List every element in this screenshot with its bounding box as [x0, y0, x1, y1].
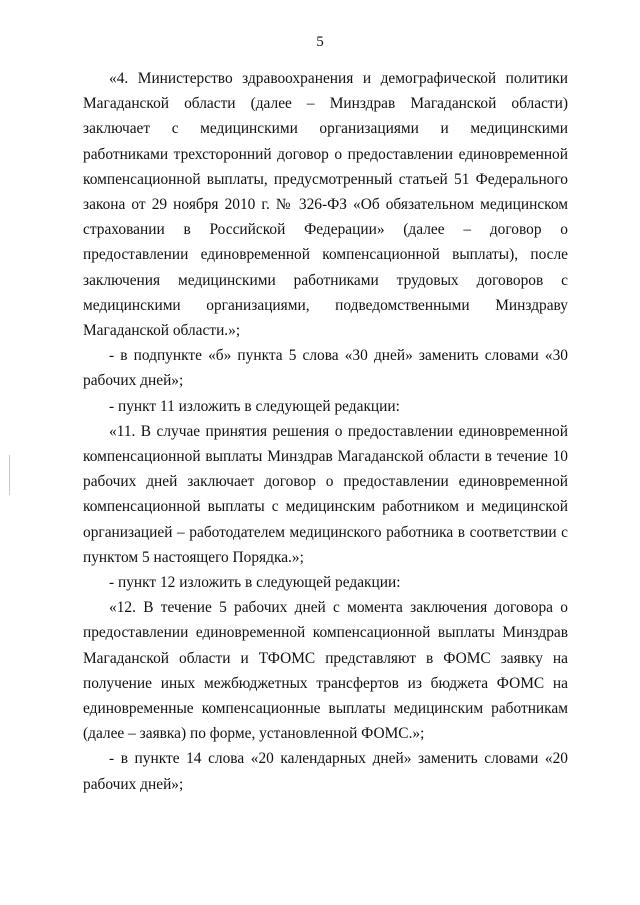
paragraph-amend-11-intro: - пункт 11 изложить в следующей редакции:: [109, 397, 400, 415]
paragraph-item-12: «12. В течение 5 рабочих дней с момента заключения договора о предоставлении единовременной компенсационной выплаты Минздрав Магаданской области и ТФОМС представляют в ФОМС заявку на получение иных межбюджетных трансфертов из бюджета ФОМС на единовременные компенсационные выплаты медицинским работникам (далее – заявка) по форме, установленной ФОМС.»;: [83, 599, 568, 743]
scan-edge-mark: [9, 455, 10, 495]
page-number: 5: [316, 34, 324, 50]
paragraph-item-11: «11. В случае принятия решения о предоставлении единовременной компенсационной выплаты Минздрав Магаданской области в течение 10 рабочих дней заключает договор о предоставлении единовременной компенсационной выплаты с медицинским работником и медицинской организацией – работодателем медицинского работника в соответствии с пунктом 5 настоящего Порядка.»;: [83, 422, 568, 566]
paragraph-amend-14: - в пункте 14 слова «20 календарных дней» заменить словами «20 рабочих дней»;: [83, 750, 568, 793]
paragraph-amend-12-intro: - пункт 12 изложить в следующей редакции:: [109, 574, 401, 592]
paragraph-item-4: «4. Министерство здравоохранения и демографической политики Магаданской области (далее – Минздрав Магаданской области) заключает с медицинскими организациями и медицинскими работниками трехсторонний договор о предоставлении единовременной компенсационной выплаты, предусмотренный статьей 51 Федерального закона от 29 ноября 2010 г. № 326-ФЗ «Об обязательном медицинском страховании в Российской Федерации» (далее – договор о предоставлении единовременной компенсационной выплаты), после заключения медицинскими работниками трудовых договоров с медицинскими организациями, подведомственными Минздраву Магаданской области.»;: [83, 70, 568, 340]
paragraph-amend-5b: - в подпункте «б» пункта 5 слова «30 дней» заменить словами «30 рабочих дней»;: [83, 347, 568, 390]
document-body: [83, 66, 568, 797]
